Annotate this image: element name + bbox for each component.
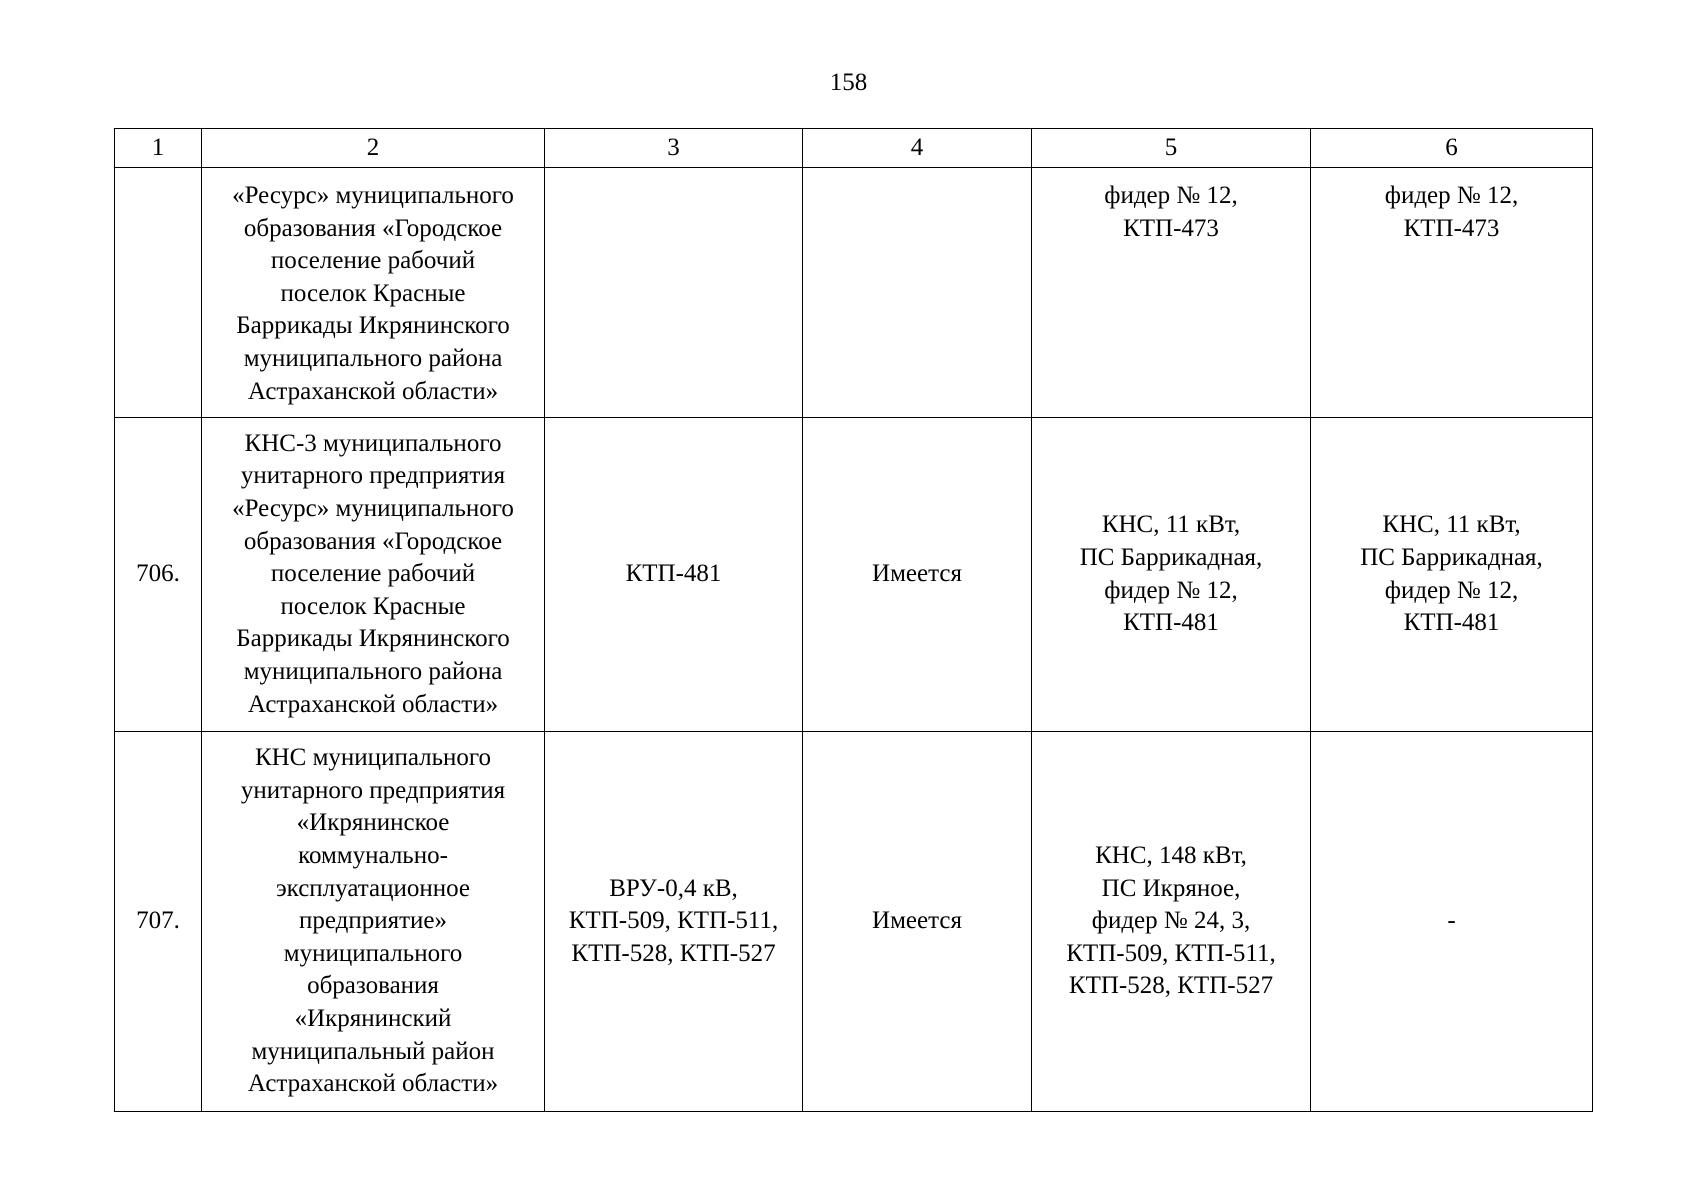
text-line: коммунально- [298,842,448,870]
text-line: - [1447,907,1456,935]
text-line: унитарного предприятия [240,776,506,804]
text-line: КТП-509, КТП-511, [1066,939,1276,967]
text-line: КНС, 148 кВт, [1095,842,1247,870]
text-line: муниципального района [243,657,503,685]
text-line: образования «Городское [243,214,503,242]
text-line: предприятие» [298,907,448,935]
power-source-cell [545,732,803,1112]
availability-cell: Имеется [803,732,1032,1112]
table-row [115,732,1593,1112]
row-number [115,168,202,418]
text-line: Астраханской области» [247,690,499,718]
page-number: 158 [829,69,868,96]
text-line: КНС-3 муниципального [244,429,502,457]
row-number: 706. [115,418,202,732]
text-line: поселение рабочий [270,247,476,275]
text-line: Баррикады Икрянинского [236,625,510,653]
text-line: КТП-481 [1123,609,1219,637]
table-row [115,168,1593,418]
text-line: фидер № 24, 3, [1091,907,1251,935]
header-row [115,129,1593,168]
text-line: муниципальный район [251,1037,495,1065]
text-line: КНС, 11 кВт, [1101,511,1241,539]
connection-cell [1032,168,1311,418]
availability-cell [803,168,1032,418]
text-line: поселок Красные [280,279,466,307]
text-line: образования [307,972,439,1000]
row-number: 707. [115,732,202,1112]
text-line: «Икрянинский [294,1004,452,1032]
object-name [202,168,545,418]
text-line: Астраханской области» [247,377,499,405]
text-line: КТП-509, КТП-511, [568,907,779,935]
text-line: эксплуатационное [275,874,471,902]
power-source-cell [545,168,803,418]
header-cell-5: 5 [1032,129,1311,168]
text-line: унитарного предприятия [240,462,506,490]
connection-cell-alt [1311,732,1593,1112]
availability-cell: Имеется [803,418,1032,732]
text-line: фидер № 12, [1104,182,1238,209]
text-line: «Ресурс» муниципального [232,495,514,523]
connection-cell [1032,732,1311,1112]
text-line: муниципального района [243,344,503,372]
text-line: «Ресурс» муниципального [232,182,514,209]
text-line: КТП-473 [1403,214,1500,242]
text-line: ПС Баррикадная, [1360,543,1543,571]
text-line: КТП-481 [1403,609,1500,637]
text-line: фидер № 12, [1384,182,1519,209]
text-line: Астраханской области» [247,1070,499,1098]
text-line: фидер № 12, [1384,576,1519,604]
text-line: КНС муниципального [254,744,492,772]
header-cell-4: 4 [803,129,1032,168]
object-name [202,418,545,732]
table-row [115,418,1593,732]
power-source-cell [545,418,803,732]
object-name [202,732,545,1112]
text-line: фидер № 12, [1104,576,1238,604]
text-line: ПС Баррикадная, [1079,543,1263,571]
text-line: ПС Икряное, [1101,874,1241,902]
text-line: поселение рабочий [270,560,476,588]
data-table [114,128,1593,1112]
header-cell-1: 1 [115,129,202,168]
header-cell-2: 2 [202,129,545,168]
text-line: КТП-473 [1123,214,1219,242]
text-line: «Икрянинское [296,809,450,837]
text-line: муниципального [283,939,463,967]
text-line: образования «Городское [243,527,503,555]
header-cell-3: 3 [545,129,803,168]
header-cell-6: 6 [1311,129,1593,168]
text-line: ВРУ-0,4 кВ, [609,874,738,902]
text-line: КТП-528, КТП-527 [571,939,776,967]
text-line: КТП-481 [625,560,722,588]
text-line: Баррикады Икрянинского [236,312,510,340]
text-line: поселок Красные [280,592,466,620]
text-line: КТП-528, КТП-527 [1068,972,1274,1000]
connection-cell-alt [1311,418,1593,732]
connection-cell-alt [1311,168,1593,418]
text-line: КНС, 11 кВт, [1382,511,1521,539]
connection-cell [1032,418,1311,732]
